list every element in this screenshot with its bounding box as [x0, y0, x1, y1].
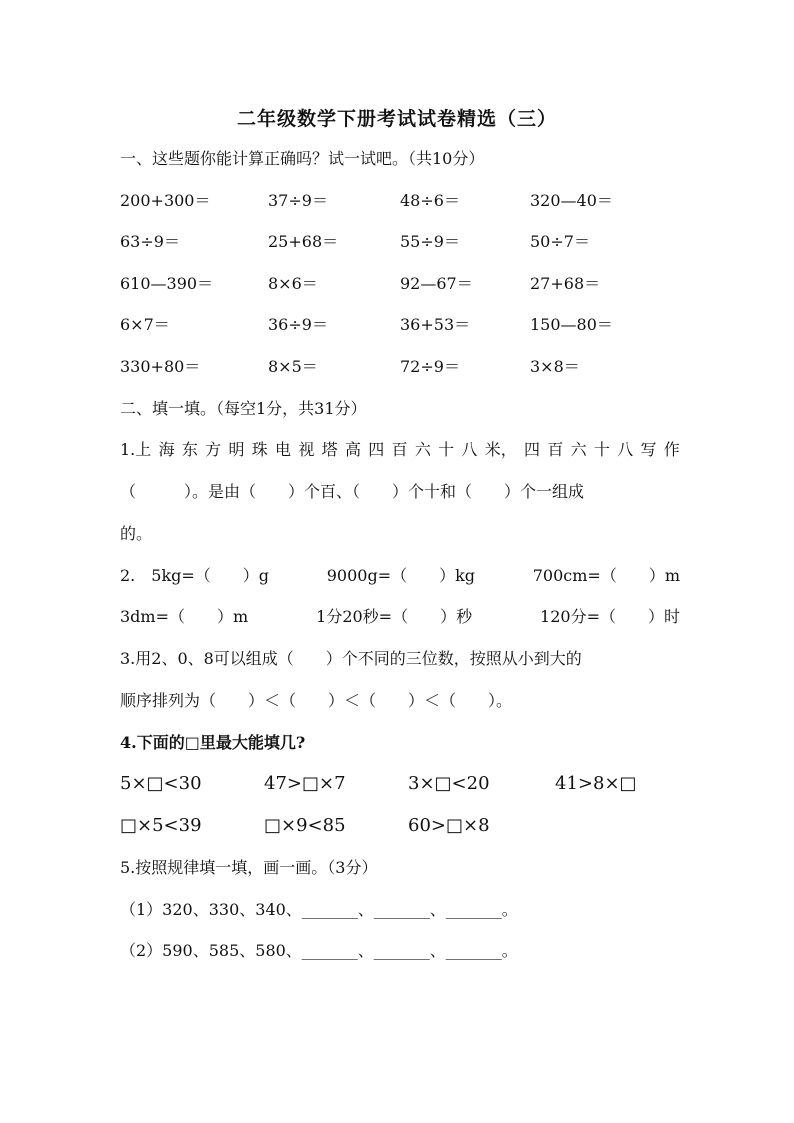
q1-char: 视	[298, 440, 315, 459]
inequality-item: 41>8×□	[555, 773, 637, 794]
q1-char: 电	[275, 440, 292, 459]
q2-line2	[120, 605, 680, 629]
q1-char: 八	[617, 440, 634, 459]
calc-item: 150—80＝	[530, 315, 613, 334]
q3-line1: 3.用2、0、8可以组成（ ）个不同的三位数，按照从小到大的	[120, 649, 582, 668]
q1-char: 四	[368, 440, 385, 459]
calc-item: 3×8＝	[530, 357, 580, 376]
q1-char: 方	[205, 440, 222, 459]
calc-item: 330+80＝	[120, 357, 201, 376]
calc-item: 8×6＝	[268, 274, 318, 293]
q2-item: 700cm=（ ）m	[532, 566, 680, 585]
calc-item: 320—40＝	[530, 191, 613, 210]
calc-item: 8×5＝	[268, 357, 318, 376]
page-title: 二年级数学下册考试试卷精选（三）	[236, 108, 557, 130]
q1-char: 十	[438, 440, 455, 459]
q1-char: 作	[663, 440, 680, 459]
calc-item: 48÷6＝	[400, 191, 460, 210]
q1-char: 珠	[251, 440, 268, 459]
calc-item: 36+53＝	[400, 315, 471, 334]
q2-item: 9000g=（ ）kg	[326, 566, 476, 585]
q1-char: 十	[593, 440, 610, 459]
q1-char: 百	[391, 440, 408, 459]
q1-char: 六	[570, 440, 587, 459]
inequality-item: □×5<39	[120, 815, 202, 836]
calc-item: 63÷9＝	[120, 232, 180, 251]
q2-item: 3dm=（ ）m	[120, 607, 249, 626]
calc-item: 27+68＝	[530, 274, 601, 293]
inequality-item: 47>□×7	[264, 773, 346, 794]
calc-item: 92—67＝	[400, 274, 473, 293]
q3-line2: 顺序排列为（ ）＜（ ）＜（ ）＜（ ）。	[120, 691, 513, 710]
q2-item: 1分20秒=（ ）秒	[316, 607, 473, 626]
q1-char: 海	[158, 440, 175, 459]
q1-char: 东	[181, 440, 198, 459]
calc-item: 25+68＝	[268, 232, 339, 251]
calc-item: 200+300＝	[120, 191, 211, 210]
q1-char: 1.上	[120, 440, 152, 459]
calc-item: 610—390＝	[120, 274, 214, 293]
q1-char: 米，	[484, 440, 517, 459]
q1-char: 四	[524, 440, 541, 459]
inequality-item: 3×□<20	[408, 773, 490, 794]
q2-item: 120分=（ ）时	[540, 607, 680, 626]
q5-line1: （1）320、330、340、_______、_______、_______。	[120, 900, 518, 919]
q1-char: 六	[414, 440, 431, 459]
q2-line1	[120, 564, 680, 588]
calc-item: 55÷9＝	[400, 232, 460, 251]
inequality-item: □×9<85	[264, 815, 346, 836]
section2-heading: 二、填一填。（每空1分，共31分）	[120, 399, 367, 418]
q5-line2: （2）590、585、580、_______、_______、_______。	[120, 941, 518, 960]
calc-item: 37÷9＝	[268, 191, 328, 210]
q1-char: 明	[228, 440, 245, 459]
q1-char: 百	[547, 440, 564, 459]
q1-char: 写	[640, 440, 657, 459]
q2-item: 2. 5kg=（ ）g	[120, 566, 270, 585]
q1-line2: （ ）。是由（ ）个百、（ ）个十和（ ）个一组成	[120, 482, 585, 501]
calc-item: 36÷9＝	[268, 315, 328, 334]
q5-heading: 5.按照规律填一填，画一画。（3分）	[120, 858, 378, 877]
calc-item: 50÷7＝	[530, 232, 590, 251]
q1-char: 塔	[321, 440, 338, 459]
q1-line1	[120, 438, 680, 462]
q1-line3: 的。	[120, 524, 153, 543]
inequality-item: 5×□<30	[120, 773, 202, 794]
inequality-item: 60>□×8	[408, 815, 490, 836]
calc-item: 6×7＝	[120, 315, 170, 334]
q1-char: 八	[461, 440, 478, 459]
section1-heading: 一、这些题你能计算正确吗？试一试吧。（共10分）	[120, 149, 485, 168]
calc-item: 72÷9＝	[400, 357, 460, 376]
q1-char: 高	[344, 440, 361, 459]
q4-heading: 4.下面的□里最大能填几?	[120, 733, 306, 752]
